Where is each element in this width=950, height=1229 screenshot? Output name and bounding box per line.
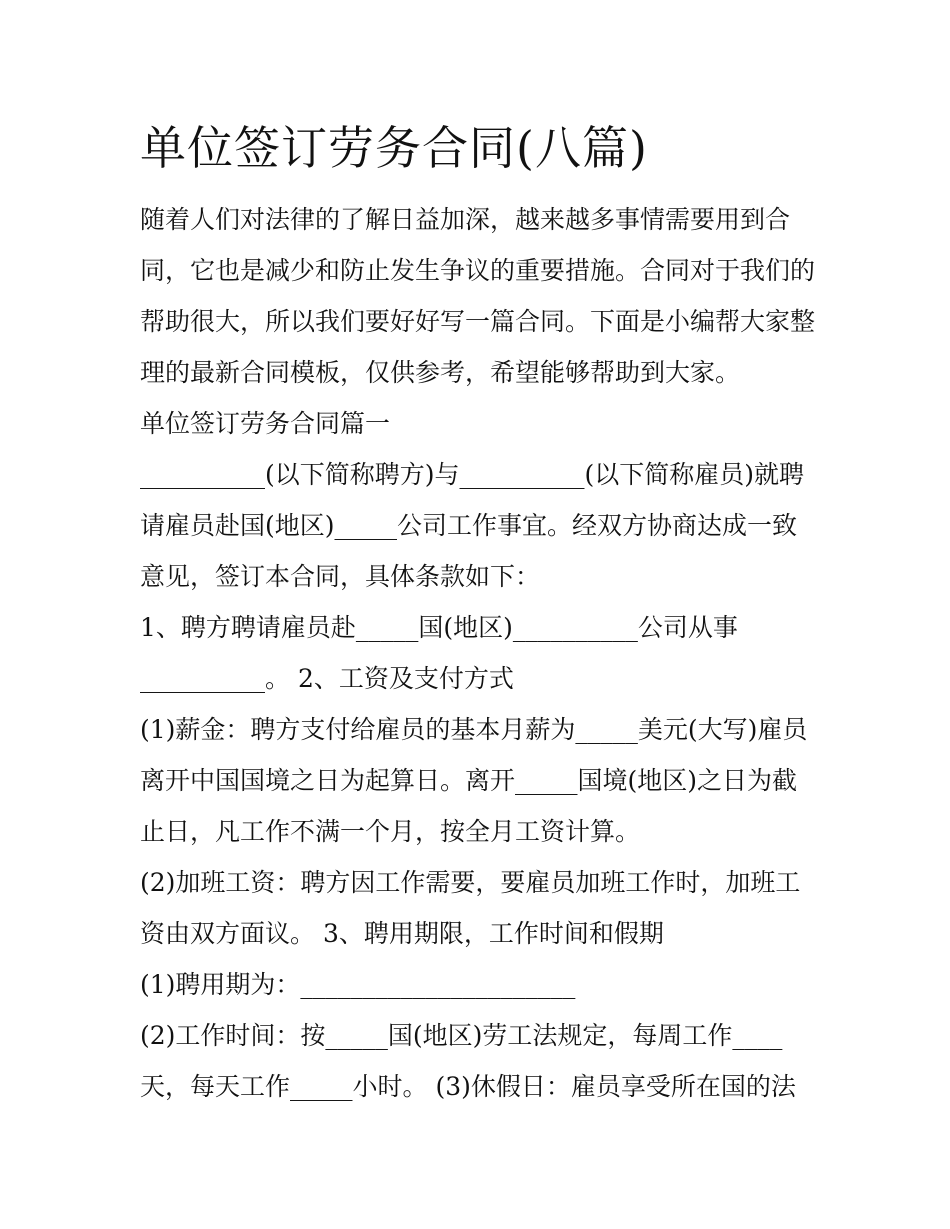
- paragraph-line: (1)聘用期为：______________________: [140, 970, 576, 999]
- paragraph-line: 随着人们对法律的了解日益加深，越来越多事情需要用到合: [140, 205, 791, 234]
- paragraph-line: __________。 2、工资及支付方式: [140, 664, 514, 693]
- paragraph-line: 理的最新合同模板，仅供参考，希望能够帮助到大家。: [140, 358, 741, 387]
- paragraph-line: 资由双方面议。 3、聘用期限，工作时间和假期: [140, 919, 664, 948]
- paragraph-line: (1)薪金：聘方支付给雇员的基本月薪为_____美元(大写)雇员: [140, 715, 808, 744]
- paragraph-line: 意见，签订本合同，具体条款如下：: [140, 562, 541, 591]
- paragraph-line: (2)工作时间：按_____国(地区)劳工法规定，每周工作____: [140, 1021, 783, 1050]
- paragraph-line: 止日，凡工作不满一个月，按全月工资计算。: [140, 817, 641, 846]
- paragraph-line: 请雇员赴国(地区)_____公司工作事宜。经双方协商达成一致: [140, 511, 798, 540]
- document-title: 单位签订劳务合同(八篇): [140, 121, 648, 175]
- paragraph-line: (2)加班工资：聘方因工作需要，要雇员加班工作时，加班工: [140, 868, 801, 897]
- paragraph-line: __________(以下简称聘方)与__________(以下简称雇员)就聘: [140, 460, 805, 489]
- paragraph-line: 天，每天工作_____小时。 (3)休假日：雇员享受所在国的法: [140, 1072, 796, 1101]
- document-body: [140, 194, 820, 1112]
- paragraph-line: 帮助很大，所以我们要好好写一篇合同。下面是小编帮大家整: [140, 307, 816, 336]
- section-heading: 单位签订劳务合同篇一: [140, 409, 391, 438]
- paragraph-line: 离开中国国境之日为起算日。离开_____国境(地区)之日为截: [140, 766, 798, 795]
- paragraph-line: 1、聘方聘请雇员赴_____国(地区)__________公司从事: [140, 613, 738, 642]
- document-page: [140, 112, 820, 1112]
- paragraph-line: 同，它也是减少和防止发生争议的重要措施。合同对于我们的: [140, 256, 816, 285]
